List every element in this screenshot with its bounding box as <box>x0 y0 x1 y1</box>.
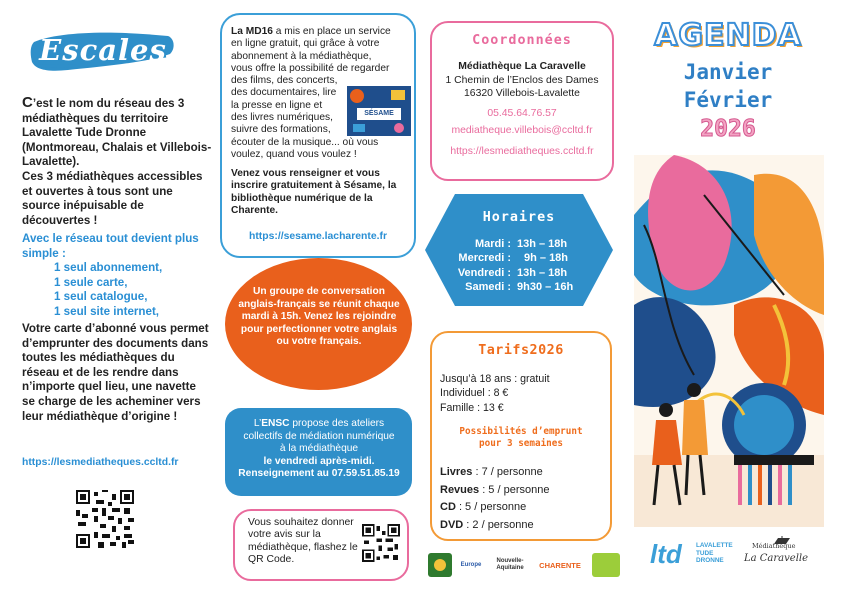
loan-limits <box>440 464 608 535</box>
intro-text: ’est le nom du réseau des 3 médiathèques du territoire Lavalette Tude Dronne (Montmoreau, Chalais et Villebois-Lavalette). <box>22 97 212 169</box>
network-benefits <box>22 232 212 320</box>
ensc-text <box>233 418 405 481</box>
loan-row <box>440 499 608 517</box>
hours-row <box>446 280 596 294</box>
benefit-item: 1 seul abonnement, <box>54 261 163 275</box>
address-line-2: 16320 Villebois-Lavalette <box>464 88 580 99</box>
hours-table <box>446 237 596 294</box>
md16-line: a mis en place un service <box>275 26 391 37</box>
md16-line: des livres numériques, <box>231 112 333 124</box>
pricing-lines <box>440 372 605 415</box>
address-line-1: 1 Chemin de l’Enclos des Dames <box>445 75 599 86</box>
loan-title-line: Possibilités d’emprunt <box>459 426 583 437</box>
loan-type: DVD <box>440 519 464 532</box>
loan-value: : 2 / personne <box>463 519 534 532</box>
qr-code-network[interactable] <box>76 490 134 548</box>
ltd-text <box>696 542 733 565</box>
partner-logo-bd <box>592 553 620 577</box>
md16-line: des films, des concerts, <box>231 75 338 87</box>
agenda-year: 2026 <box>700 116 756 142</box>
price-line: Jusqu’à 18 ans : gratuit <box>440 373 550 385</box>
hours-row <box>446 251 596 265</box>
hours-day: Mercredi : <box>458 252 511 265</box>
benefit-item: 1 seul catalogue, <box>54 290 148 304</box>
loan-value: : 5 / personne <box>455 501 527 514</box>
loan-type: Livres <box>440 466 473 478</box>
hours-row <box>446 237 596 251</box>
benefit-item: 1 seul site internet, <box>54 304 160 318</box>
hours-day: Samedi : <box>465 280 511 293</box>
hours-value: 9h30 – 16h <box>517 280 574 293</box>
loan-type: Revues <box>440 483 480 496</box>
card-info: Votre carte d’abonné vous permet d’emprunter des documents dans toutes les médiathèques du réseau et de les rendre dans n’importe quel lieu, une navette se charge de les acheminer vers leur médiathèque d’origine ! <box>22 322 209 423</box>
caravelle-name: La Caravelle <box>744 553 809 564</box>
network-intro <box>22 96 212 228</box>
sesame-logo: SÉSAME <box>357 108 401 120</box>
sesame-image <box>347 86 411 136</box>
ltd-text-line: TUDE <box>696 549 714 557</box>
md16-line: écouter de la musique... où vous <box>231 136 379 148</box>
ensc-name: ENSC <box>261 418 290 429</box>
hours-row <box>446 266 596 280</box>
hours-value: 13h – 18h <box>517 266 568 279</box>
md16-line: en ligne gratuit, qui grâce à votre <box>231 38 380 50</box>
md16-line: voulez, quand vous voulez ! <box>231 148 357 160</box>
loan-type: CD <box>440 501 456 514</box>
hours-title: Horaires <box>482 210 556 225</box>
intro-lead: C <box>22 94 33 111</box>
md16-line: des documentaires, lire <box>231 87 337 99</box>
conversation-group-text: Un groupe de conversation anglais-français se réunit chaque mardi à 15h. Venez les rejoindre pour perfectionner votre anglais ou votre français. <box>238 286 400 347</box>
agenda-title: AGENDA <box>654 18 802 53</box>
ensc-line: à la médiathèque <box>279 443 359 454</box>
partner-logo-region: Nouvelle-Aquitaine <box>496 558 524 571</box>
loan-row <box>440 482 608 500</box>
ltd-mark: ltd <box>650 539 682 569</box>
library-name: Médiathèque La Caravelle <box>458 61 586 72</box>
sesame-link[interactable]: https://sesame.lacharente.fr <box>248 231 388 242</box>
network-website-link[interactable]: https://lesmediatheques.ccltd.fr <box>22 457 179 468</box>
phone-number[interactable]: 05.45.64.76.57 <box>487 108 557 119</box>
partner-logos <box>428 553 626 578</box>
price-line: Famille : 13 € <box>440 401 504 414</box>
sesame-cta: Venez vous renseigner et vous inscrire gratuitement à Sésame, la bibliothèque numérique de la Charente. <box>231 168 397 216</box>
caravelle-top: Médiathèque <box>752 542 796 550</box>
ensc-phone: Renseignement au 07.59.51.85.19 <box>238 468 400 479</box>
pricing-title: Tarifs2026 <box>478 343 564 358</box>
md16-line: abonnement à la médiathèque, <box>231 50 372 62</box>
ltd-logo <box>650 537 735 571</box>
md16-line: suivre des formations, <box>231 124 331 136</box>
ensc-line: collectifs de médiation numérique <box>243 430 395 442</box>
loan-title <box>430 426 612 449</box>
intro-text-2: Ces 3 médiathèques accessibles et ouvertes à tous sont une source inépuisable de découvertes ! <box>22 169 203 227</box>
brand-name: Escales <box>39 33 167 67</box>
benefit-item: 1 seule carte, <box>54 275 128 289</box>
contact-title: Coordonnées <box>472 33 572 48</box>
ltd-text-line: DRONNE <box>696 557 724 565</box>
cover-illustration <box>634 155 824 527</box>
price-line: Individuel : 8 € <box>440 387 509 400</box>
email-link[interactable]: mediatheque.villebois@ccltd.fr <box>451 125 593 136</box>
partner-logo-europe: Europe <box>460 561 482 568</box>
loan-row <box>440 464 608 482</box>
ltd-text-line: LAVALETTE <box>696 542 733 549</box>
library-website-link[interactable]: https://lesmediatheques.ccltd.fr <box>450 146 594 157</box>
caravelle-logo <box>738 536 818 576</box>
md16-line: la presse en ligne et <box>231 99 323 111</box>
month-january: Janvier <box>683 60 773 84</box>
escales-brush-logo <box>28 26 178 76</box>
loan-value: : 5 / personne <box>479 483 550 496</box>
benefits-title: Avec le réseau tout devient plus simple : <box>22 232 199 260</box>
loan-title-line: pour 3 semaines <box>479 437 563 449</box>
ensc-line: propose des ateliers <box>289 418 385 429</box>
hours-day: Mardi : <box>474 238 511 250</box>
ensc-day: le vendredi après-midi. <box>263 455 375 467</box>
loan-value: : 7 / personne <box>472 466 543 478</box>
loan-row <box>440 517 608 535</box>
feedback-text: Vous souhaitez donner votre avis sur la médiathèque, flashez le QR Code. <box>248 517 358 566</box>
partner-logo-charente: CHARENTE <box>539 560 581 570</box>
md16-line: vous offre la possibilité de regarder <box>231 62 390 74</box>
partner-logo-green <box>428 553 452 577</box>
qr-code-feedback[interactable] <box>362 524 400 562</box>
month-february: Février <box>683 88 773 112</box>
hours-value: 9h – 18h <box>524 252 569 265</box>
hours-value: 13h – 18h <box>517 238 568 250</box>
hours-day: Vendredi : <box>457 266 511 279</box>
md16-lead: La MD16 <box>231 26 273 37</box>
ensc-lead: L’ <box>253 418 262 429</box>
